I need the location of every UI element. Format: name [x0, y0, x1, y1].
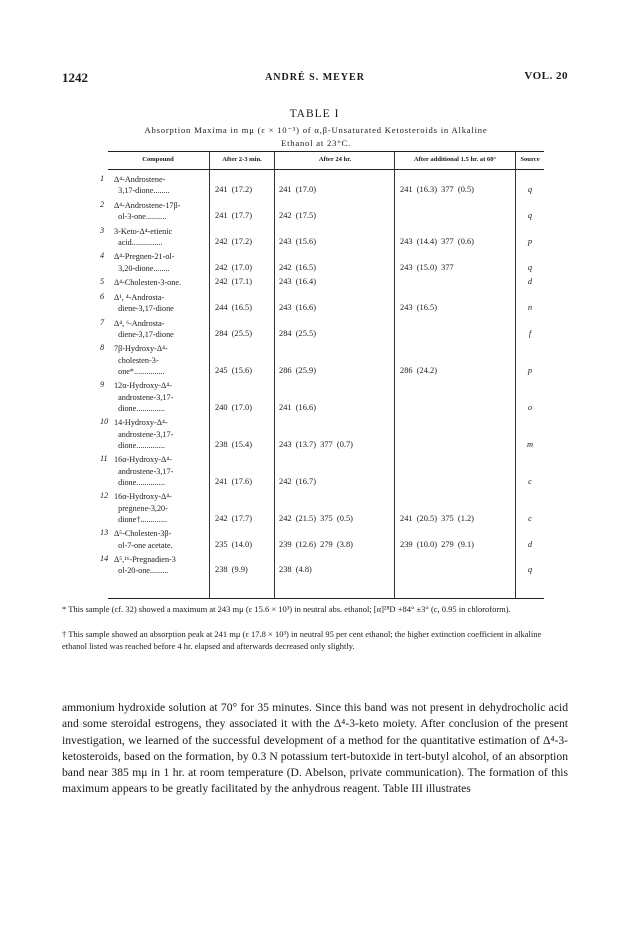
compound-name: Δ⁴-Androstene- 3,17-dione........	[114, 175, 170, 196]
value-2-3-min: 242 (17.2)	[215, 236, 252, 246]
source-code: c	[528, 513, 532, 523]
compound-name: 16α-Hydroxy-Δ⁴- androstene-3,17- dione..............	[114, 455, 174, 487]
source-code: n	[527, 303, 533, 312]
source-code: m	[526, 439, 534, 449]
value-24-hr: 242 (17.5)	[279, 211, 316, 220]
column-divider	[274, 152, 275, 598]
value-24-hr: 243 (15.6)	[279, 236, 316, 246]
source-code: d	[527, 277, 533, 287]
value-2-3-min: 242 (17.7)	[215, 513, 252, 523]
source-code: q	[527, 211, 533, 220]
value-additional: 286 (24.2)	[400, 365, 437, 375]
source-code: p	[527, 365, 533, 375]
column-divider	[394, 152, 395, 598]
value-2-3-min: 241 (17.2)	[215, 185, 252, 195]
value-2-3-min: 242 (17.0)	[215, 262, 252, 272]
source-code: p	[527, 236, 533, 246]
value-additional: 243 (15.0) 377	[400, 262, 454, 272]
value-24-hr: 238 (4.8)	[279, 565, 312, 575]
value-24-hr: 241 (16.6)	[279, 402, 316, 412]
value-2-3-min: 240 (17.0)	[215, 402, 252, 412]
value-24-hr: 243 (16.6)	[279, 303, 316, 312]
value-2-3-min: 242 (17.1)	[215, 277, 252, 287]
author-header: ANDRÉ S. MEYER	[265, 72, 365, 83]
column-header-additional: After additional 1.5 hr. at 60°	[413, 156, 497, 163]
row-number: 6	[100, 291, 105, 301]
value-24-hr: 284 (25.5)	[279, 328, 316, 338]
column-header-source: Source	[520, 156, 540, 163]
value-2-3-min: 238 (9.9)	[215, 565, 248, 575]
source-code: q	[527, 565, 533, 575]
table-header-row	[108, 152, 544, 170]
row-number: 13	[100, 528, 109, 538]
compound-name: Δ¹, ⁴-Androsta- diene-3,17-dione	[114, 292, 174, 313]
value-2-3-min: 241 (17.7)	[215, 211, 252, 220]
compound-name: 7β-Hydroxy-Δ⁴- cholesten-3- one*...............	[114, 344, 168, 376]
value-24-hr: 243 (13.7) 377 (0.7)	[279, 439, 353, 449]
row-number: 9	[100, 380, 105, 390]
value-additional: 239 (10.0) 279 (9.1)	[400, 539, 474, 549]
value-2-3-min: 245 (15.6)	[215, 365, 252, 375]
value-additional: 243 (14.4) 377 (0.6)	[400, 236, 474, 246]
running-header	[62, 70, 568, 88]
source-code: o	[527, 402, 533, 412]
column-header-2-3-min: After 2-3 min.	[222, 156, 262, 163]
absorption-table	[100, 151, 544, 599]
compound-name: 12α-Hydroxy-Δ⁴- androstene-3,17- dione..............	[114, 381, 174, 413]
value-2-3-min: 284 (25.5)	[215, 328, 252, 338]
row-number: 14	[100, 554, 109, 564]
column-header-compound: Compound	[142, 156, 174, 163]
source-code: c	[528, 476, 532, 486]
compound-name: Δ⁴-Cholesten-3-one.	[114, 278, 182, 288]
value-2-3-min: 235 (14.0)	[215, 539, 252, 549]
table-number: TABLE I	[289, 108, 340, 120]
compound-name: 16α-Hydroxy-Δ⁴- pregnene-3,20- dione†.............	[114, 492, 172, 524]
compound-name: 3-Keto-Δ⁴-etienic acid...............	[114, 226, 173, 247]
row-number: 8	[100, 343, 105, 353]
value-additional: 241 (16.3) 377 (0.5)	[400, 185, 474, 195]
column-header-24-hr: After 24 hr.	[318, 156, 352, 163]
volume-label: VOL. 20	[524, 70, 568, 82]
row-number: 1	[100, 174, 105, 183]
row-number: 2	[100, 199, 105, 209]
compound-name: Δ⁵,¹⁶-Pregnadien-3 ol-20-one.........	[114, 555, 176, 576]
row-number: 10	[100, 417, 109, 427]
value-24-hr: 242 (16.7)	[279, 476, 316, 486]
compound-name: 14-Hydroxy-Δ⁴- androstene-3,17- dione..............	[114, 418, 174, 450]
row-number: 7	[100, 317, 105, 327]
row-number: 4	[100, 251, 105, 261]
value-2-3-min: 241 (17.6)	[215, 476, 252, 486]
compound-name: Δ⁴-Androstene-17β- ol-3-one..........	[114, 200, 181, 221]
column-divider	[209, 152, 210, 598]
footnote-dagger: † This sample showed an absorption peak at 241 mμ (ε 17.8 × 10³) in neutral 95 per cent ethanol; the higher extinction coefficient in alkaline ethanol listed was reached before 4 hr. elapsed and afterwards decreased only slightly.	[62, 629, 542, 651]
row-number: 12	[100, 491, 109, 501]
table-caption-line-2: Ethanol at 23°C.	[281, 138, 351, 148]
body-paragraph	[62, 700, 568, 798]
source-code: q	[527, 185, 533, 195]
value-additional: 241 (20.5) 375 (1.2)	[400, 513, 474, 523]
value-24-hr: 241 (17.0)	[279, 185, 316, 195]
page-number: 1242	[62, 70, 88, 85]
footnote-star: * This sample (cf. 32) showed a maximum at 243 mμ (ε 15.6 × 10³) in neutral abs. ethanol; [α]²⁸D +84° ±3° (c, 0.95 in chloroform).	[62, 604, 511, 614]
body-text: ammonium hydroxide solution at 70° for 35 minutes. Since this band was not present in dehydrocholic acid and some steroidal estrogens, they associated it with the Δ⁴-3-keto moiety. After conclusion of the present investigation, we learned of the successful development of a method for the quantitative estimation of Δ⁴-3-ketosteroids, based on the formation, by 0.3 N potassium tert-butoxide in tert-butyl alcohol, of an absorption band near 385 mμ in 1 hr. at room temperature (D. Abelson, private communication). The formation of this maximum appears to be greatly facilitated by the anhydrous reagent. Table III illustrates	[62, 701, 568, 796]
source-code: f	[528, 328, 532, 338]
source-code: d	[527, 539, 533, 549]
row-number: 11	[100, 454, 108, 464]
compound-name: Δ⁵-Cholesten-3β- ol-7-one acetate.	[114, 529, 173, 550]
value-24-hr: 242 (16.5)	[279, 262, 316, 272]
compound-name: Δ⁴-Pregnen-21-ol- 3,20-dione........	[114, 252, 175, 273]
table-caption-line-1: Absorption Maxima in mμ (ε × 10⁻³) of α,β-Unsaturated Ketosteroids in Alkaline	[144, 125, 488, 135]
value-additional: 243 (16.5)	[400, 303, 437, 312]
value-24-hr: 286 (25.9)	[279, 365, 316, 375]
row-number: 5	[100, 277, 105, 287]
row-number: 3	[100, 225, 105, 235]
compound-name: Δ⁴, ⁶-Androsta- diene-3,17-dione	[114, 318, 174, 339]
value-24-hr: 239 (12.6) 279 (3.8)	[279, 539, 353, 549]
value-2-3-min: 238 (15.4)	[215, 439, 252, 449]
value-24-hr: 243 (16.4)	[279, 277, 316, 287]
value-2-3-min: 244 (16.5)	[215, 303, 252, 312]
source-code: q	[527, 262, 533, 272]
table-caption	[80, 124, 552, 150]
value-24-hr: 242 (21.5) 375 (0.5)	[279, 513, 353, 523]
